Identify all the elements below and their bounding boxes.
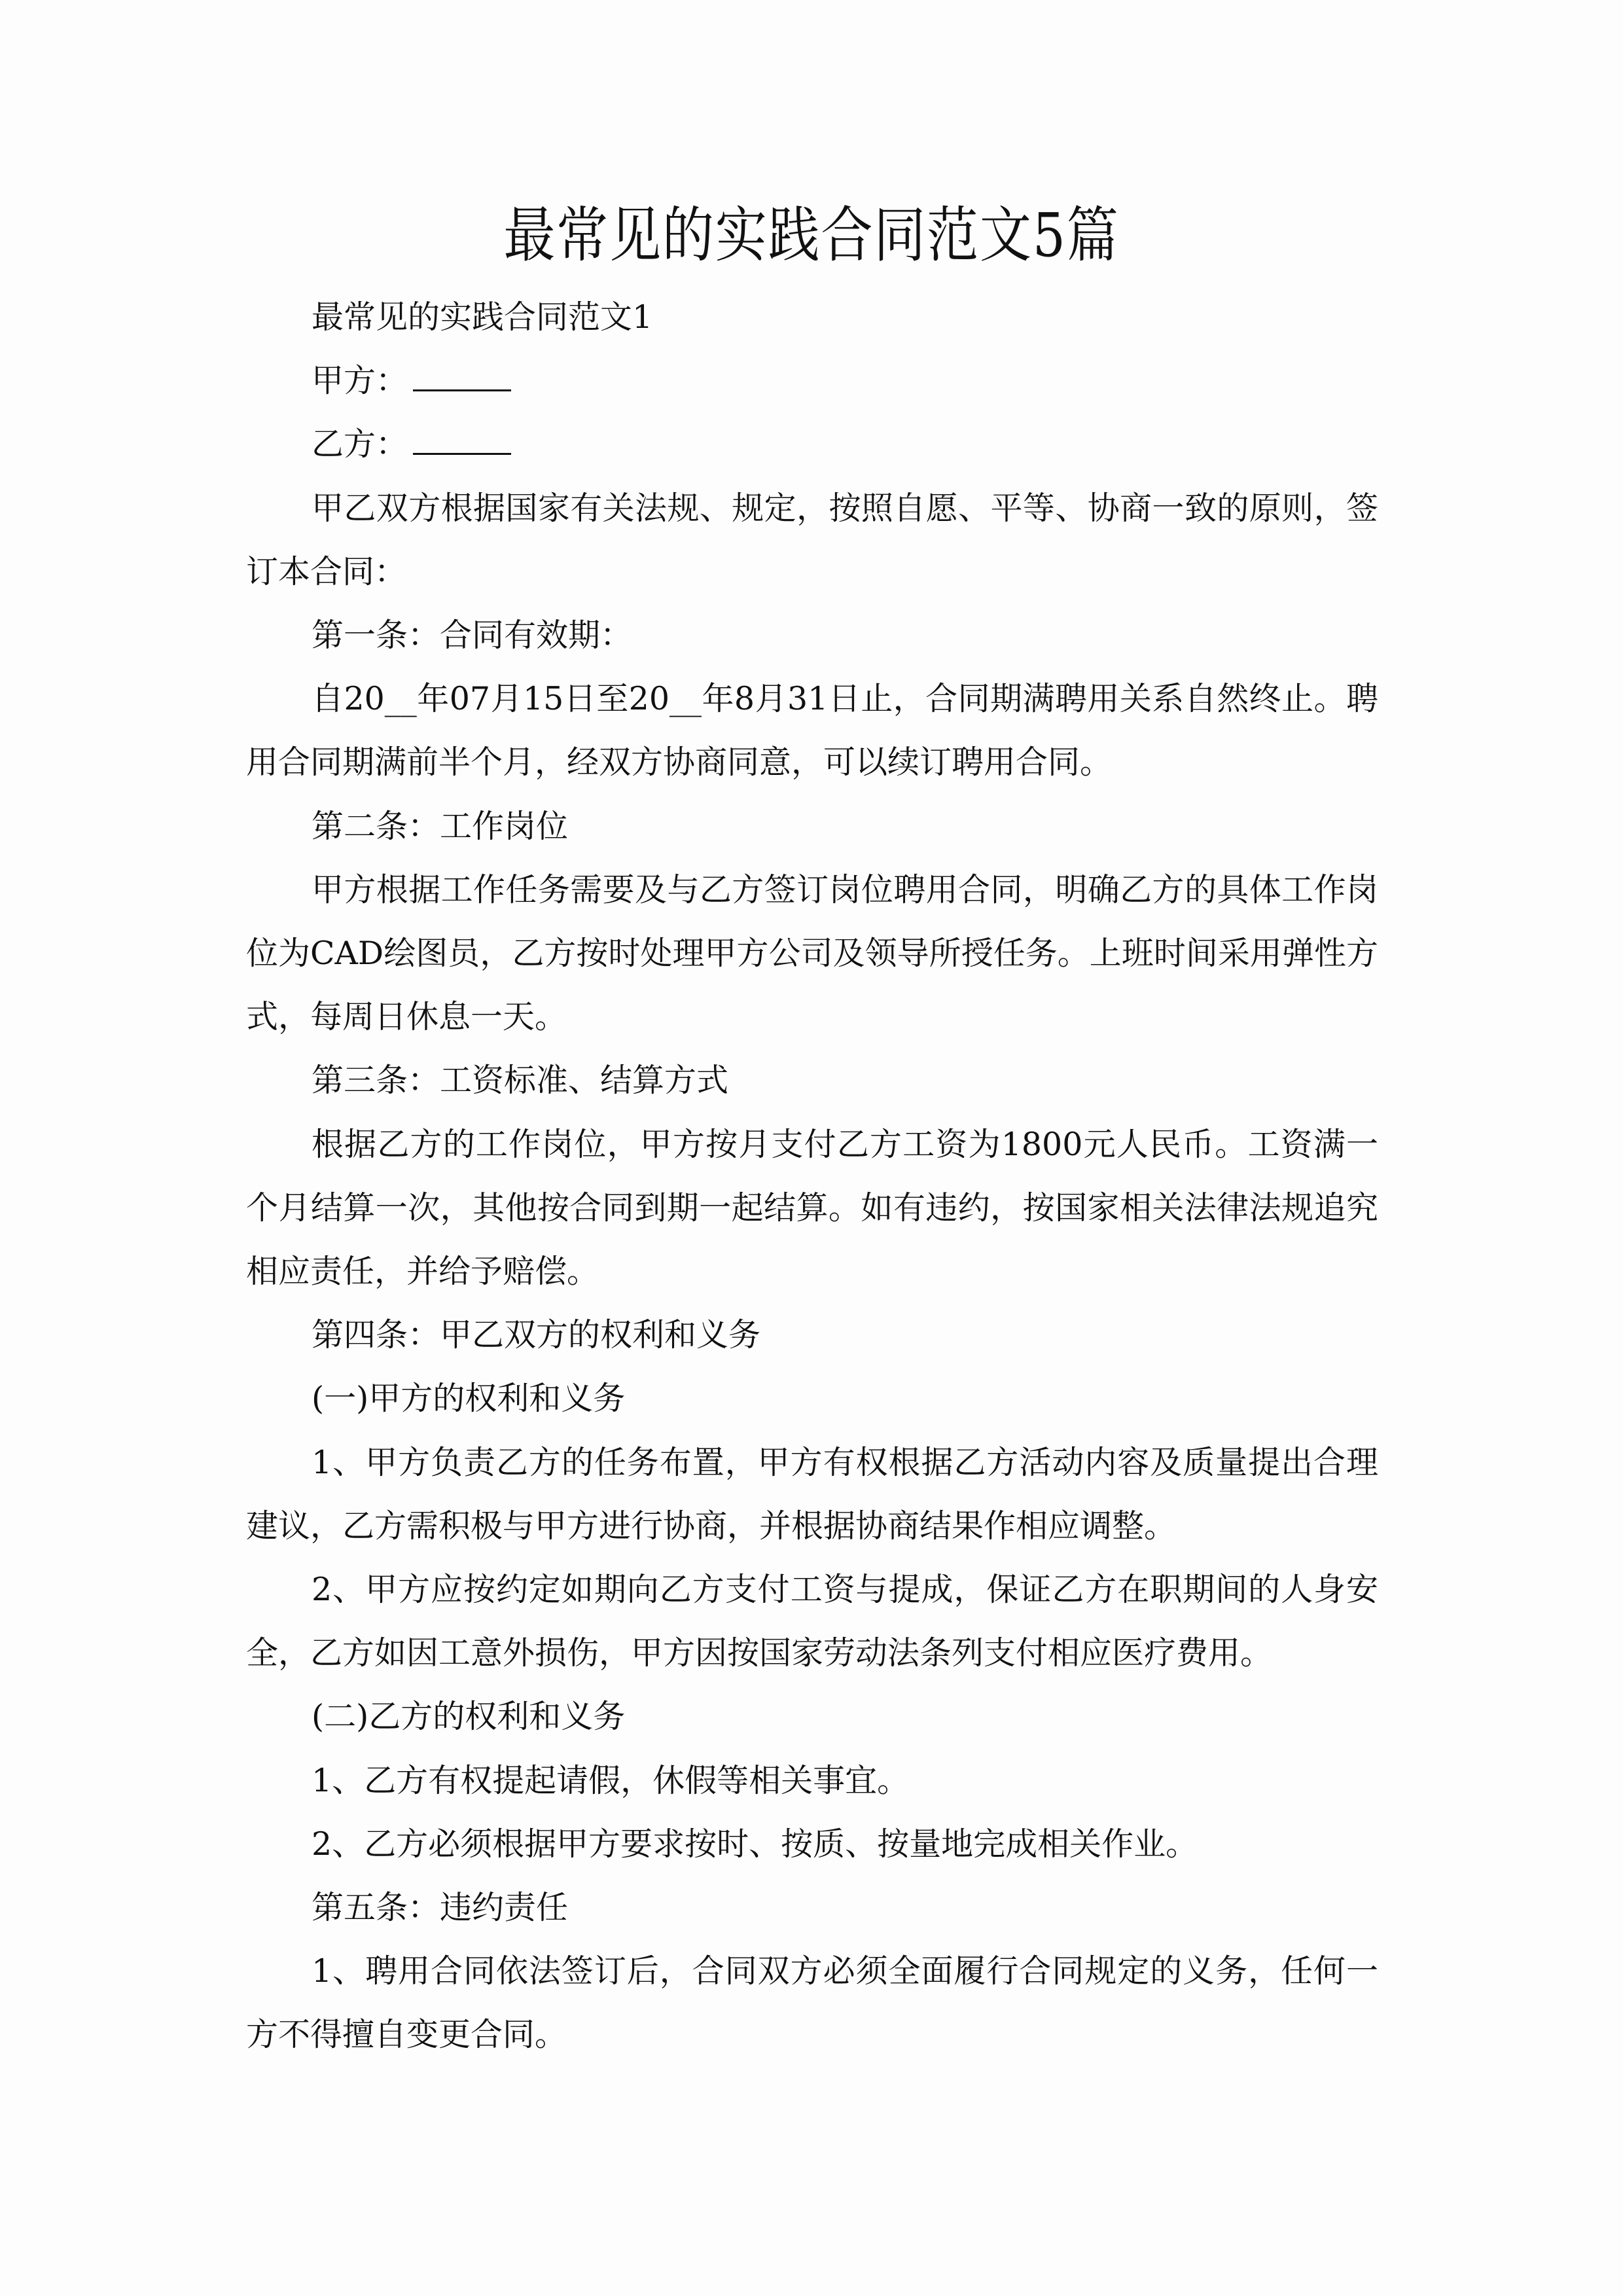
article-2-body: 甲方根据工作任务需要及与乙方签订岗位聘用合同，明确乙方的具体工作岗位为CAD绘图员，乙方按时处理甲方公司及领导所授任务。上班时间采用弹性方式，每周日休息一天。 xyxy=(246,870,1378,1036)
article-5-item-1: 1、聘用合同依法签订后，合同双方必须全面履行合同规定的义务，任何一方不得擅自变更合同。 xyxy=(246,1952,1378,2054)
party-b-blank xyxy=(413,427,511,455)
article-3-heading: 第三条：工资标准、结算方式 xyxy=(312,1062,729,1100)
party-a-blank xyxy=(413,363,511,391)
preamble-paragraph: 甲乙双方根据国家有关法规、规定，按照自愿、平等、协商一致的原则，签订本合同： xyxy=(246,489,1378,590)
article-4-party-a-item-1: 1、甲方负责乙方的任务布置，甲方有权根据乙方活动内容及质量提出合理建议，乙方需积极与甲方进行协商，并根据协商结果作相应调整。 xyxy=(246,1443,1378,1545)
party-b-line xyxy=(246,412,1378,476)
article-4-subheading-party-b: (二)乙方的权利和义务 xyxy=(312,1698,626,1736)
party-a-label: 甲方： xyxy=(312,362,408,400)
article-2-heading: 第二条：工作岗位 xyxy=(312,807,569,845)
article-4-party-a-item-2: 2、甲方应按约定如期向乙方支付工资与提成，保证乙方在职期间的人身安全，乙方如因工意外损伤，甲方因按国家劳动法条列支付相应医疗费用。 xyxy=(246,1571,1378,1672)
article-4-heading: 第四条：甲乙双方的权利和义务 xyxy=(312,1316,761,1354)
article-5-heading: 第五条：违约责任 xyxy=(312,1889,569,1927)
article-1-body: 自20__年07月15日至20__年8月31日止，合同期满聘用关系自然终止。聘用合同期满前半个月，经双方协商同意，可以续订聘用合同。 xyxy=(246,680,1378,781)
article-4-party-b-item-2: 2、乙方必须根据甲方要求按时、按质、按量地完成相关作业。 xyxy=(312,1825,1198,1863)
article-4-party-b-item-1: 1、乙方有权提起请假，休假等相关事宜。 xyxy=(312,1761,910,1799)
party-a-line xyxy=(246,349,1378,412)
article-1-heading: 第一条：合同有效期： xyxy=(312,617,633,655)
article-3-body: 根据乙方的工作岗位，甲方按月支付乙方工资为1800元人民币。工资满一个月结算一次，其他按合同到期一起结算。如有违约，按国家相关法律法规追究相应责任，并给予赔偿。 xyxy=(246,1125,1378,1291)
document-body xyxy=(246,285,1378,2067)
article-4-subheading-party-a: (一)甲方的权利和义务 xyxy=(312,1380,626,1418)
party-b-label: 乙方： xyxy=(312,425,408,463)
document-title: 最常见的实践合同范文5篇 xyxy=(503,200,1120,270)
section-heading: 最常见的实践合同范文1 xyxy=(312,298,653,336)
